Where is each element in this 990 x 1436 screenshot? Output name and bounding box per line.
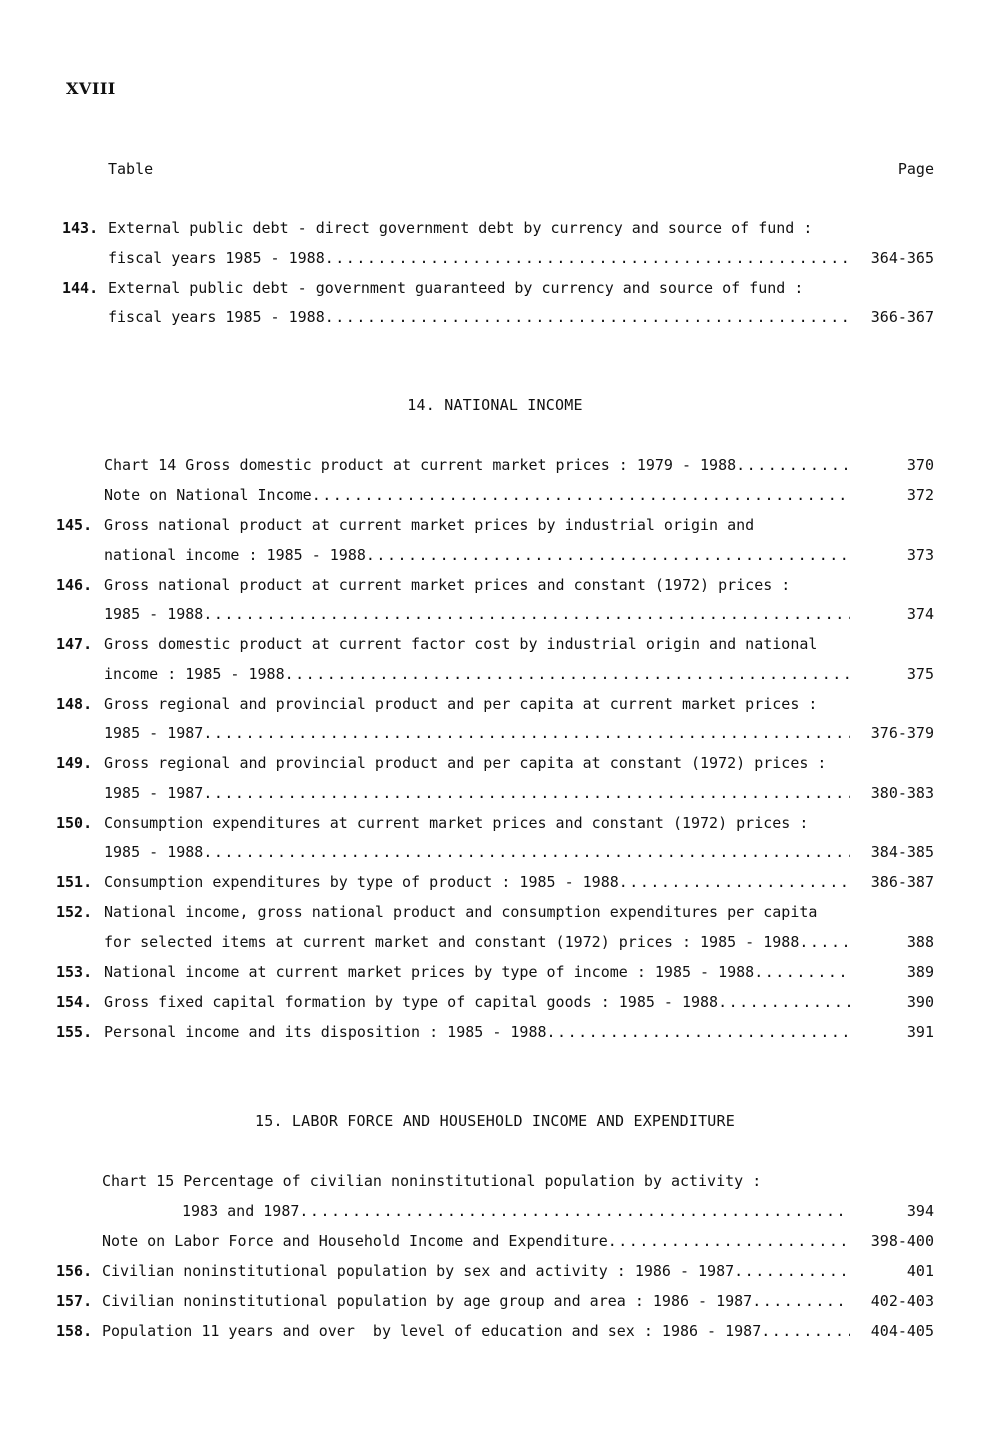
dot-leader <box>325 243 850 273</box>
toc-entry-151[interactable] <box>0 867 990 897</box>
dot-leader <box>718 987 850 1017</box>
entry-title-text: 1985 - 1987 <box>104 783 204 802</box>
entry-title <box>102 1286 850 1316</box>
entry-title-text: Personal income and its disposition : 1985 - 1988 <box>104 1022 547 1041</box>
entry-number: 155. <box>56 1022 93 1041</box>
entry-title <box>102 1316 850 1346</box>
entry-page: 386-387 <box>870 873 934 891</box>
entry-number: 143. <box>62 219 99 237</box>
entry-title-line2 <box>104 659 850 689</box>
entry-number: 145. <box>56 516 93 534</box>
entry-title-line2 <box>108 302 850 332</box>
note-title <box>104 480 850 510</box>
chart-title <box>104 450 850 480</box>
entry-title-text: national income : 1985 - 1988 <box>104 545 366 564</box>
toc-entry-152[interactable] <box>0 897 990 957</box>
entry-title-text: National income at current market prices by type of income : 1985 - 1988 <box>104 962 755 981</box>
entry-title <box>102 1256 850 1286</box>
entry-page: 373 <box>906 545 934 564</box>
entry-title-line1: External public debt - government guaranteed by currency and source of fund : <box>108 278 804 297</box>
entry-title <box>104 867 850 897</box>
page-number: XVIII <box>66 79 116 98</box>
entry-number: 157. <box>56 1291 93 1310</box>
entry-title-line1: Gross regional and provincial product and per capita at constant (1972) prices : <box>104 754 827 772</box>
entry-number: 151. <box>56 873 93 891</box>
entry-number: 149. <box>56 754 93 772</box>
dot-leader <box>736 450 850 480</box>
chart-title-text: 1983 and 1987 <box>182 1201 300 1220</box>
entry-title-text: 1985 - 1988 <box>104 843 204 861</box>
entry-title-text: Consumption expenditures by type of product : 1985 - 1988 <box>104 873 619 891</box>
toc-entry-153[interactable] <box>0 957 990 987</box>
dot-leader <box>312 480 850 510</box>
entry-title-text: Civilian noninstitutional population by sex and activity : 1986 - 1987 <box>102 1261 735 1280</box>
entry-title-line1: Gross regional and provincial product and per capita at current market prices : <box>104 694 818 713</box>
dot-leader <box>203 718 850 748</box>
toc-note-national-income[interactable] <box>0 480 990 510</box>
entry-page: 398-400 <box>870 1231 934 1250</box>
dot-leader <box>608 1226 850 1256</box>
entry-title-text: 1985 - 1987 <box>104 724 204 742</box>
entry-number: 154. <box>56 992 93 1011</box>
toc-entry-147[interactable] <box>0 629 990 689</box>
entry-title-line2 <box>104 927 850 957</box>
entry-title-text: 1985 - 1988 <box>104 605 204 623</box>
entry-number: 158. <box>56 1321 93 1340</box>
note-title-text: Note on National Income <box>104 486 312 504</box>
entry-title <box>104 957 850 987</box>
entry-page: 384-385 <box>870 843 934 861</box>
entry-title-line2 <box>104 599 850 629</box>
entry-title-line1: External public debt - direct government debt by currency and source of fund : <box>108 219 813 237</box>
entry-title-line2 <box>108 243 850 273</box>
entry-title-line2 <box>104 837 850 867</box>
entry-page: 364-365 <box>870 248 934 267</box>
toc-entry-150[interactable] <box>0 808 990 868</box>
dot-leader <box>325 302 850 332</box>
column-header-page: Page <box>897 160 934 178</box>
dot-leader <box>752 1286 850 1316</box>
chart-title-text: Chart 14 Gross domestic product at current market prices : 1979 - 1988 <box>104 456 737 474</box>
dot-leader <box>799 927 850 957</box>
dot-leader <box>203 837 850 867</box>
entry-title-line2 <box>104 540 850 570</box>
toc-entry-155[interactable] <box>0 1017 990 1047</box>
dot-leader <box>366 540 850 570</box>
entry-page: 375 <box>906 664 934 683</box>
chart-title-line1: Chart 15 Percentage of civilian noninstitutional population by activity : <box>102 1172 762 1190</box>
entry-page: 394 <box>906 1201 934 1220</box>
entry-title-text: income : 1985 - 1988 <box>104 664 285 683</box>
entry-number: 147. <box>56 635 93 653</box>
dot-leader <box>203 599 850 629</box>
entry-page: 390 <box>906 992 934 1011</box>
toc-entry-145[interactable] <box>0 510 990 570</box>
chart-title-line2 <box>182 1196 850 1226</box>
entry-page: 374 <box>906 605 934 623</box>
entry-page: 370 <box>906 456 934 474</box>
dot-leader <box>285 659 850 689</box>
toc-entry-144[interactable] <box>0 273 990 333</box>
entry-title-line1: Gross national product at current market prices by industrial origin and <box>104 516 755 534</box>
entry-title-text: Civilian noninstitutional population by age group and area : 1986 - 1987 <box>102 1291 753 1310</box>
entry-page: 376-379 <box>870 724 934 742</box>
dot-leader <box>203 778 850 808</box>
entry-title-line1: Gross national product at current market prices and constant (1972) prices : <box>104 575 791 594</box>
entry-title-text: Population 11 years and over by level of education and sex : 1986 - 1987 <box>102 1321 762 1340</box>
entry-page: 402-403 <box>870 1291 934 1310</box>
toc-group-public-debt <box>0 213 990 332</box>
entry-title <box>104 1017 850 1047</box>
entry-number: 150. <box>56 813 93 832</box>
toc-section-15 <box>0 1166 990 1346</box>
entry-page: 366-367 <box>870 308 934 326</box>
toc-section-14 <box>0 450 990 1047</box>
toc-entry-149[interactable] <box>0 748 990 808</box>
entry-title-text: fiscal years 1985 - 1988 <box>108 248 325 267</box>
section-title-labor-force: 15. LABOR FORCE AND HOUSEHOLD INCOME AND EXPENDITURE <box>255 1112 735 1130</box>
dot-leader <box>734 1256 850 1286</box>
entry-title-text: for selected items at current market and constant (1972) prices : 1985 - 1988 <box>104 932 800 951</box>
entry-number: 152. <box>56 903 93 921</box>
toc-entry-143[interactable] <box>0 213 990 273</box>
dot-leader <box>619 867 850 897</box>
dot-leader <box>754 957 850 987</box>
entry-page: 380-383 <box>870 783 934 802</box>
entry-title-text: fiscal years 1985 - 1988 <box>108 308 325 326</box>
note-title-text: Note on Labor Force and Household Income and Expenditure <box>102 1231 608 1250</box>
toc-entry-148[interactable] <box>0 689 990 749</box>
toc-entry-158[interactable] <box>0 1316 990 1346</box>
dot-leader <box>761 1316 850 1346</box>
entry-number: 156. <box>56 1261 93 1280</box>
dot-leader <box>299 1196 850 1226</box>
entry-page: 404-405 <box>870 1321 934 1340</box>
entry-page: 388 <box>906 932 934 951</box>
toc-chart-14[interactable] <box>0 450 990 480</box>
entry-title <box>104 987 850 1017</box>
entry-title-line1: Consumption expenditures at current market prices and constant (1972) prices : <box>104 813 809 832</box>
toc-entry-154[interactable] <box>0 987 990 1017</box>
entry-title-line2 <box>104 778 850 808</box>
toc-entry-157[interactable] <box>0 1286 990 1316</box>
entry-title-line2 <box>104 718 850 748</box>
section-title-national-income: 14. NATIONAL INCOME <box>407 396 583 414</box>
entry-title-text: Gross fixed capital formation by type of capital goods : 1985 - 1988 <box>104 992 719 1011</box>
entry-page: 389 <box>906 962 934 981</box>
entry-number: 148. <box>56 694 93 713</box>
entry-title-line1: National income, gross national product and consumption expenditures per capita <box>104 903 818 921</box>
toc-chart-15[interactable] <box>0 1166 990 1226</box>
entry-page: 391 <box>906 1022 934 1041</box>
dot-leader <box>547 1017 850 1047</box>
toc-entry-156[interactable] <box>0 1256 990 1286</box>
column-header-table: Table <box>108 160 154 178</box>
entry-title-line1: Gross domestic product at current factor cost by industrial origin and national <box>104 635 818 653</box>
entry-number: 146. <box>56 575 93 594</box>
entry-page: 372 <box>906 486 934 504</box>
entry-number: 144. <box>62 278 99 297</box>
entry-number: 153. <box>56 962 93 981</box>
toc-note-labor-force[interactable] <box>0 1226 990 1256</box>
entry-page: 401 <box>906 1261 934 1280</box>
note-title <box>102 1226 850 1256</box>
toc-entry-146[interactable] <box>0 570 990 630</box>
